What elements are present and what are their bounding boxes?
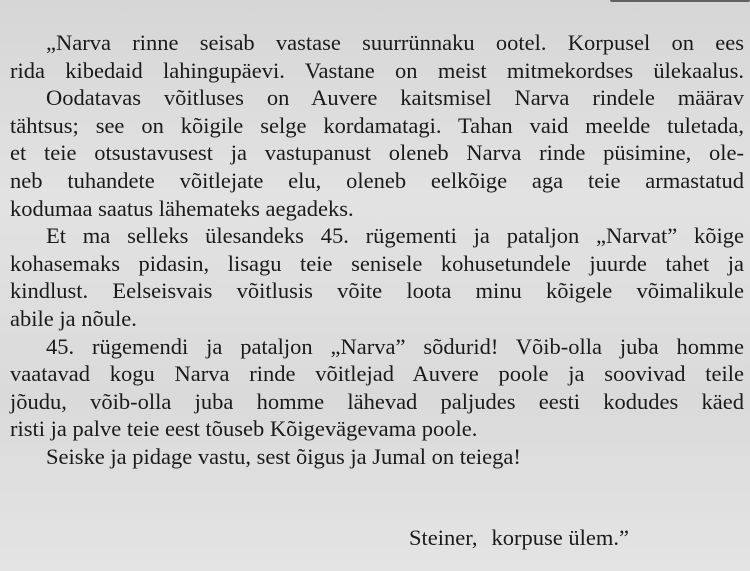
text-line: Et ma selleks ülesandeks 45. rügementi ja pataljon „Narvat” kõige — [46, 223, 744, 249]
text-line: 45. rügemendi ja pataljon „Narva” sõdurid! Võib-olla juba homme — [46, 333, 744, 359]
text-line: kindlust. Eelseisvais võitlusis võite loota minu kõigele võimalikule — [10, 278, 744, 304]
text-line: Seiske ja pidage vastu, sest õigus ja Jumal on teiega! — [46, 443, 521, 469]
signature-name: Steiner, — [409, 525, 478, 550]
text-line: et teie otsustavusest ja vastupanust oleneb Narva rinde püsimine, ole- — [10, 140, 744, 166]
cropped-text-fragment — [610, 0, 750, 2]
text-line: risti ja palve teie eest tõuseb Kõigevägevama poole. — [10, 416, 478, 442]
text-line: vaatavad kogu Narva rinde võitlejad Auvere poole ja soovivad teile — [10, 361, 744, 387]
signature — [409, 524, 629, 552]
text-line: rida kibedaid lahingupäevi. Vastane on meist mitmekordses ülekaalus. — [10, 57, 744, 83]
text-line: abile ja nõule. — [10, 305, 137, 331]
text-line: neb tuhandete võitlejate elu, oleneb eelkõige aga teie armastatud — [10, 167, 744, 193]
document-body — [10, 29, 744, 471]
text-line: Oodatavas võitluses on Auvere kaitsmisel Narva rindele määrav — [46, 85, 744, 111]
signature-title: korpuse ülem.” — [491, 525, 629, 550]
text-line: kohasemaks pidasin, lisagu teie senisele kohusetundele juurde tahet ja — [10, 250, 744, 276]
text-line: tähtsus; see on kõigile selge kordamatagi. Tahan vaid meelde tuletada, — [10, 112, 744, 138]
text-line: jõudu, võib-olla juba homme lähevad paljudes eesti kodudes käed — [10, 388, 744, 414]
text-line: kodumaa saatus lähemateks aegadeks. — [10, 195, 354, 221]
text-line: „Narva rinne seisab vastase suurrünnaku ootel. Korpusel on ees — [46, 30, 744, 55]
